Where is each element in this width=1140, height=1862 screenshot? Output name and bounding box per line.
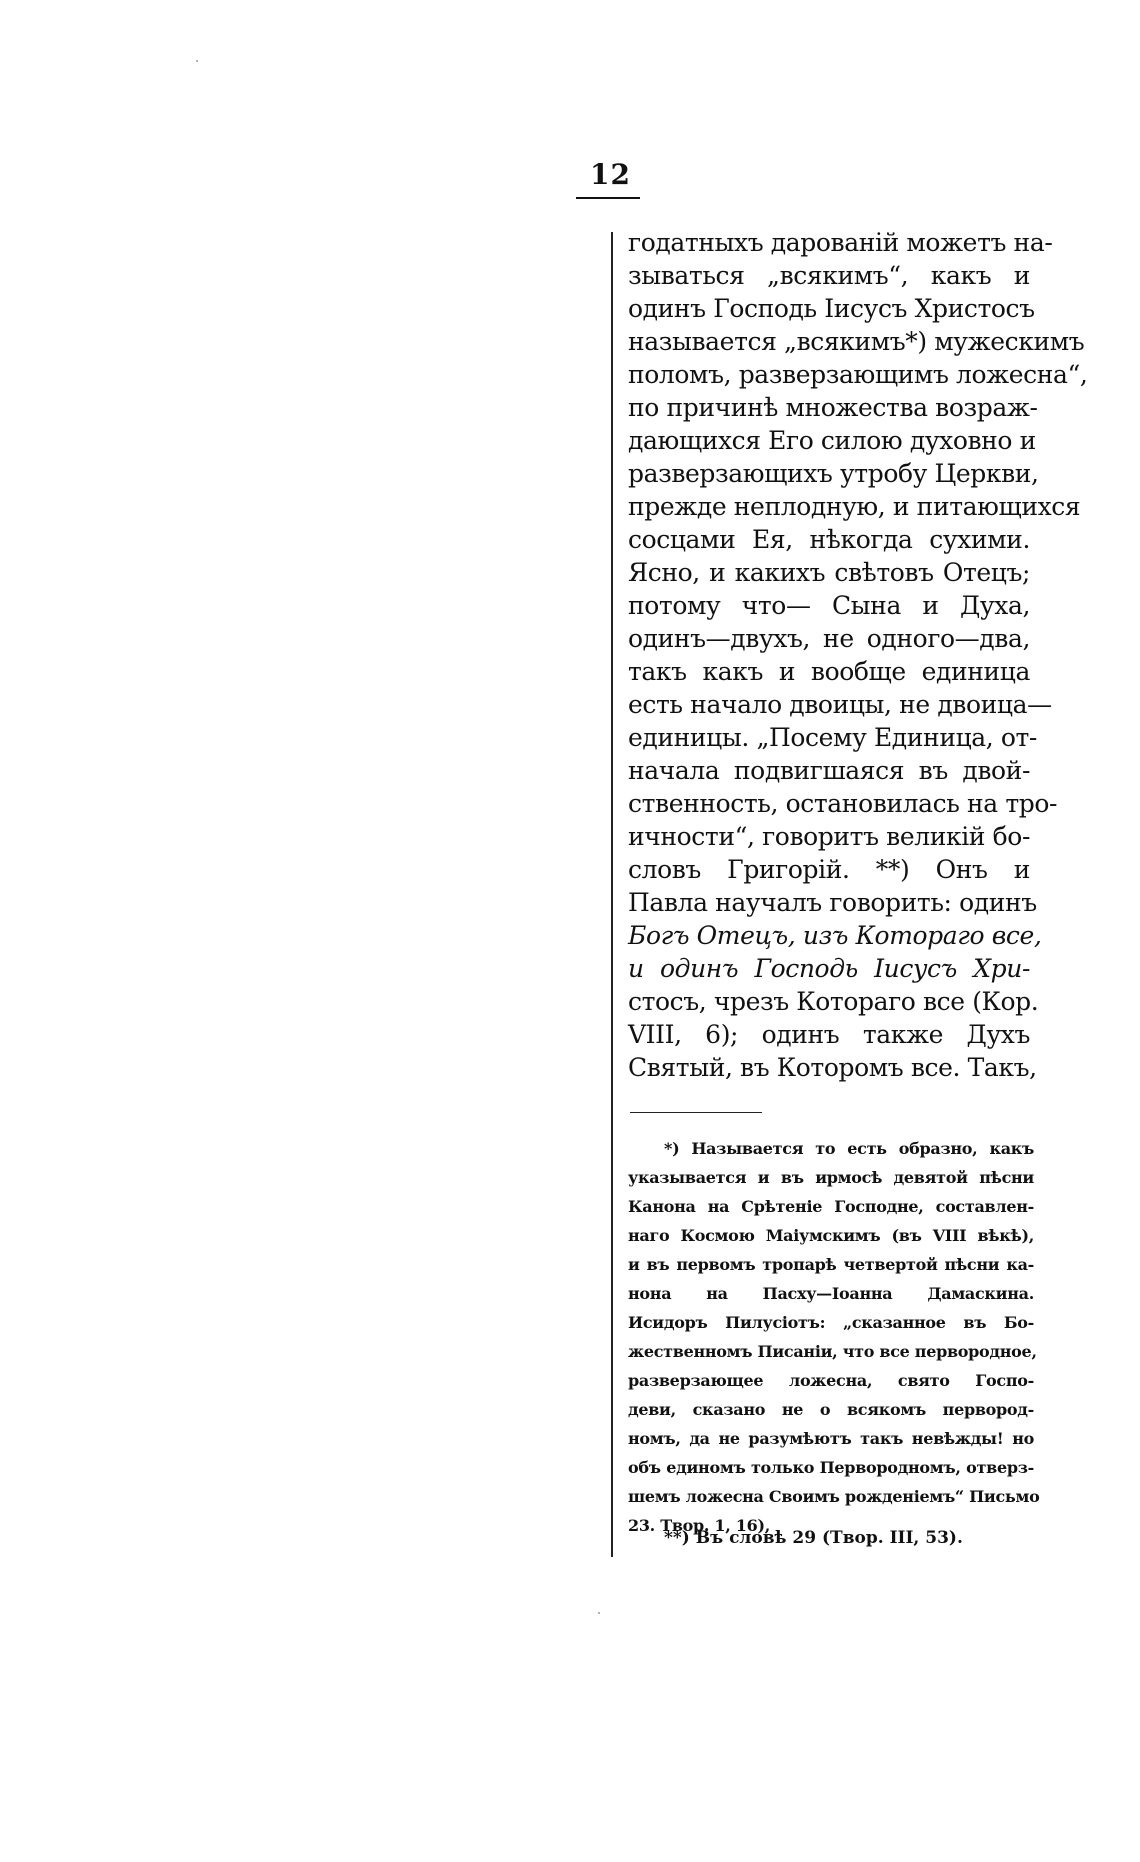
footnote-line: указывается и въ ирмосѣ девятой пѣсни <box>628 1168 1034 1187</box>
text-line: зываться „всякимъ“, какъ и <box>628 261 1030 290</box>
text-line: единицы. „Посему Единица, от- <box>628 723 1037 752</box>
text-line: дающихся Его силою духовно и <box>628 426 1036 455</box>
text-line: VIII, 6); одинъ также Духъ <box>628 1020 1030 1049</box>
text-line: по причинѣ множества возраж- <box>628 393 1038 422</box>
text-line: стосъ, чрезъ Котораго все (Кор. <box>628 987 1039 1016</box>
text-line: поломъ, разверзающимъ ложесна“, <box>628 360 1088 389</box>
footnote-line: наго Космою Маіумскимъ (въ VIII вѣкѣ), <box>628 1226 1034 1245</box>
footnote-line: 23. Твор. 1, 16), <box>628 1516 771 1535</box>
text-line: называется „всякимъ*) мужескимъ <box>628 327 1085 356</box>
text-line: Павла научалъ говорить: одинъ <box>628 888 1037 917</box>
footnote-rule <box>630 1112 762 1113</box>
text-line: одинъ—двухъ, не одного—два, <box>628 624 1030 653</box>
text-line: годатныхъ дарованій можетъ на- <box>628 228 1053 257</box>
footnote-second: **) Въ словѣ 29 (Твор. III, 53). <box>664 1528 963 1548</box>
header-rule <box>576 197 640 199</box>
text-line: разверзающихъ утробу Церкви, <box>628 459 1039 488</box>
footnote-line: номъ, да не разумѣютъ такъ невѣжды! но <box>628 1429 1034 1448</box>
text-line: Ясно, и какихъ свѣтовъ Отецъ; <box>628 558 1030 587</box>
footnote-line: Исидоръ Пилусіотъ: „сказанное въ Бо- <box>628 1313 1034 1332</box>
footnote-line: нона на Пасху—Іоанна Дамаскина. <box>628 1284 1034 1303</box>
text-line: такъ какъ и вообще единица <box>628 657 1030 686</box>
text-line: Святый, въ Которомъ все. Такъ, <box>628 1053 1037 1082</box>
text-line: начала подвигшаяся въ двой- <box>628 756 1030 785</box>
footnote-line: и въ первомъ тропарѣ четвертой пѣсни ка- <box>628 1255 1034 1274</box>
text-line-italic: и одинъ Господь Іисусъ Хри- <box>628 954 1030 983</box>
text-line: словъ Григорій. **) Онъ и <box>628 855 1030 884</box>
footnote-line: жественномъ Писаніи, что все первородное, <box>628 1342 1037 1361</box>
footnote-line: разверзающее ложесна, свято Госпо- <box>628 1371 1034 1390</box>
footnote-line: деви, сказано не о всякомъ первород- <box>628 1400 1034 1419</box>
footnote-line: *) Называется то есть образно, какъ <box>664 1139 1034 1158</box>
paper-speck <box>598 1612 600 1614</box>
column-rule <box>611 232 613 1557</box>
footnotes <box>628 1134 1040 1540</box>
footnote-line: объ единомъ только Первородномъ, отверз- <box>628 1458 1034 1477</box>
main-text <box>628 226 1088 1084</box>
footnote-line: Канона на Срѣтеніе Господне, составлен- <box>628 1197 1034 1216</box>
paper-speck <box>196 60 198 62</box>
text-line: потому что— Сына и Духа, <box>628 591 1030 620</box>
text-line: прежде неплодную, и питающихся <box>628 492 1081 521</box>
page-number: 12 <box>590 158 631 191</box>
text-line-italic: Богъ Отецъ, изъ Котораго все, <box>628 921 1042 950</box>
text-line: сосцами Ея, нѣкогда сухими. <box>628 525 1030 554</box>
footnote-line: шемъ ложесна Своимъ рожденіемъ“ Письмо <box>628 1487 1040 1506</box>
text-line: ственность, остановилась на тро- <box>628 789 1058 818</box>
text-line: есть начало двоицы, не двоица— <box>628 690 1052 719</box>
text-line: одинъ Господь Іисусъ Христосъ <box>628 294 1035 323</box>
text-line: ичности“, говоритъ великій бо- <box>628 822 1030 851</box>
